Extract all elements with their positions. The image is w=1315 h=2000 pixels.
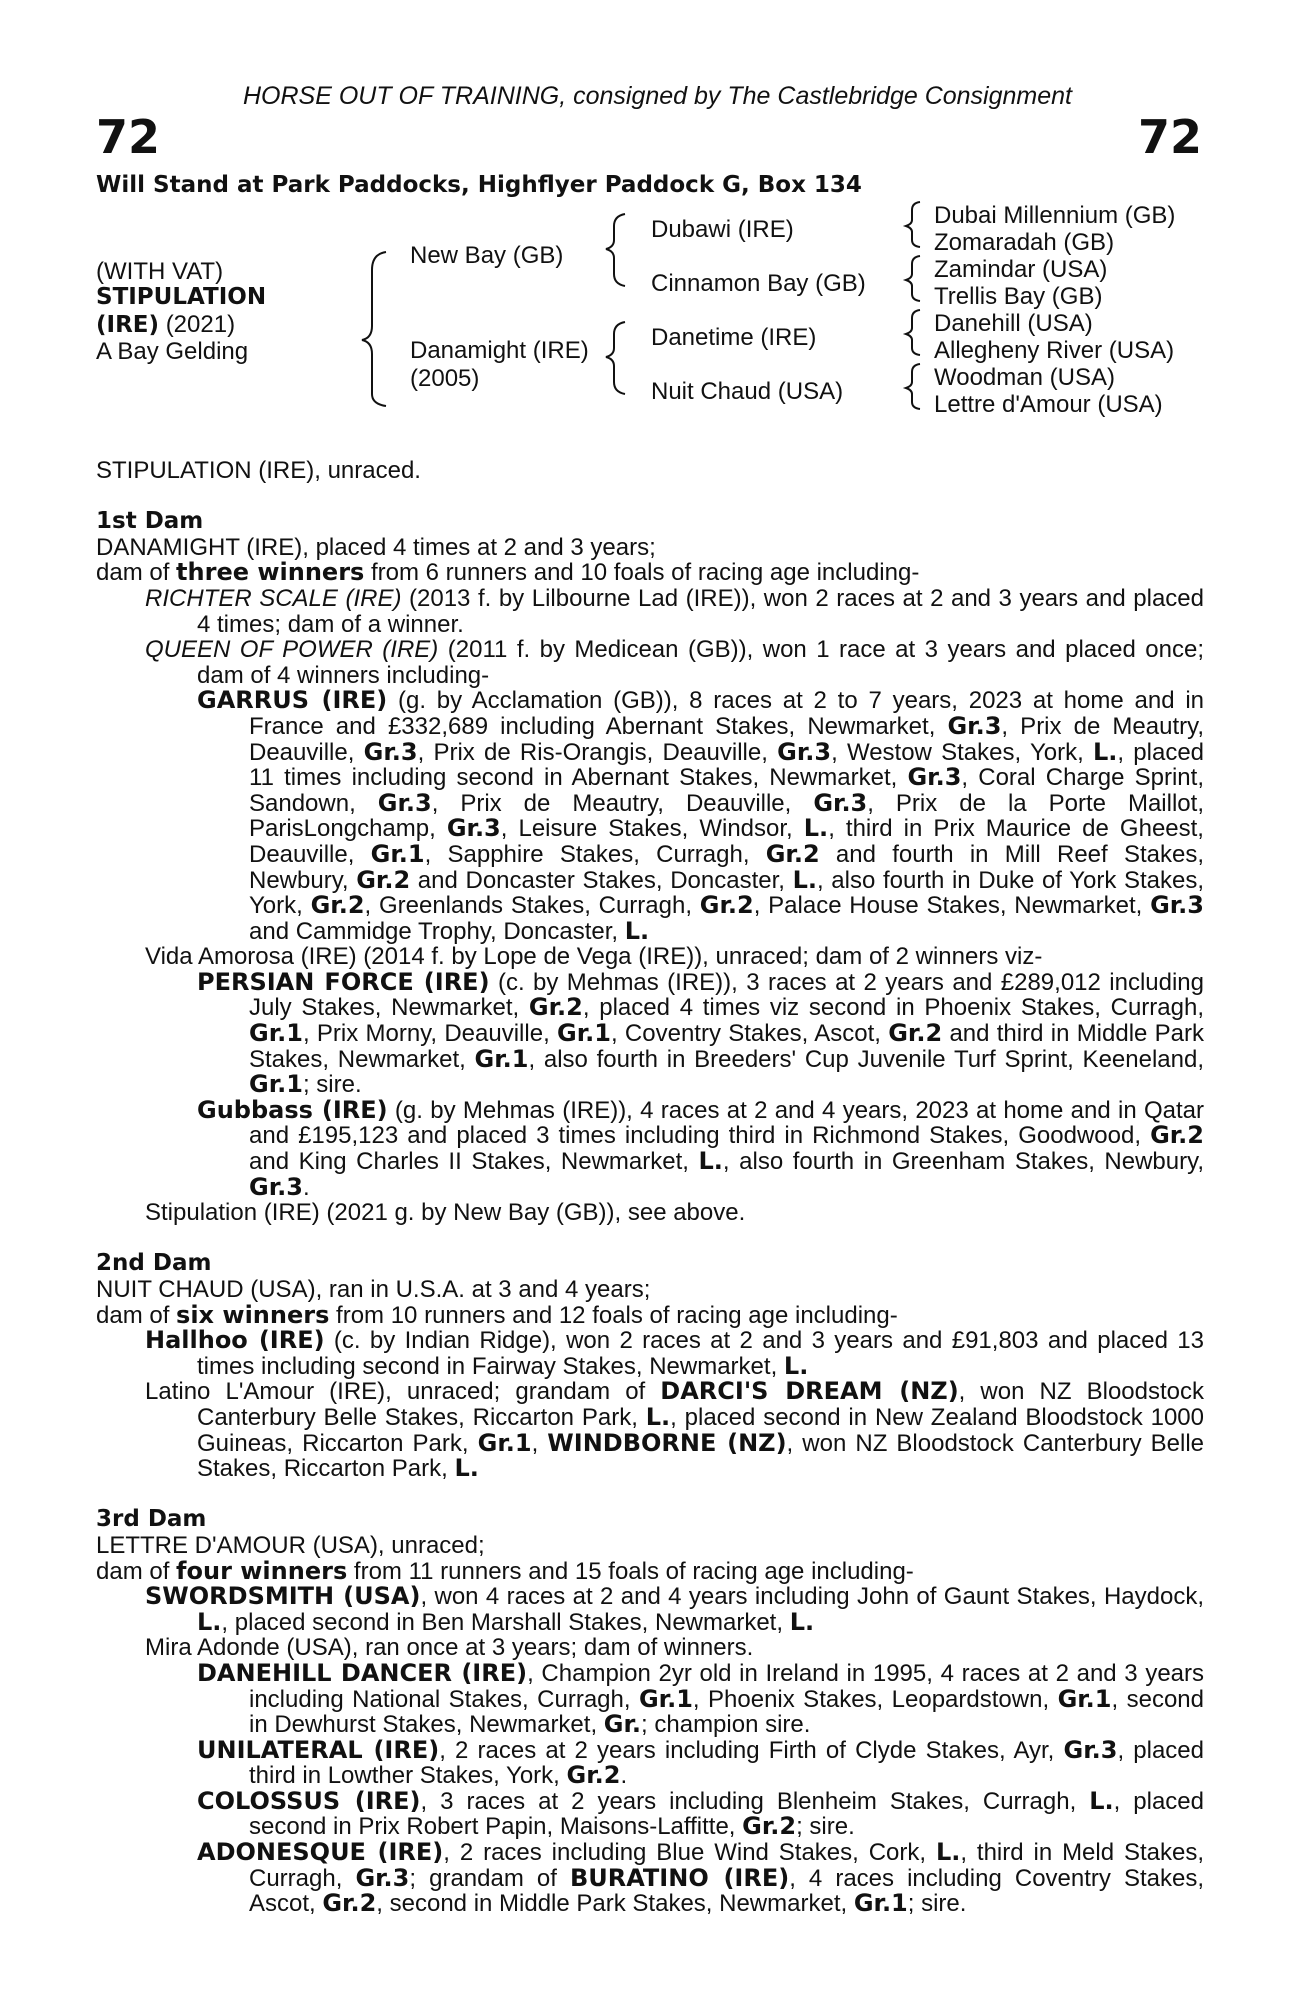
produce-adonesque: ADONESQUE (IRE), 2 races including Blue Wind Stakes, Cork, L., third in Meld Stakes, Curragh, Gr.3; grandam of BURATINO (IRE), 4 races including Coventry Stakes, Ascot, Gr.2, second in Middle Park Stakes, Newmarket, Gr.1; sire. (197, 1838, 1205, 1918)
first-dam-heading: 1st Dam (96, 508, 204, 535)
consignment-subtitle: HORSE OUT OF TRAINING, consigned by The Castlebridge Consignment (242, 82, 1073, 110)
intro-line: STIPULATION (IRE), unraced. (96, 457, 421, 484)
pedigree-gg5: Danehill (USA) (934, 310, 1093, 337)
horse-origin: (IRE) (96, 312, 160, 338)
produce-vida-amorosa: Vida Amorosa (IRE) (2014 f. by Lope de Vega (IRE)), unraced; dam of 2 winners viz- (145, 943, 1043, 971)
first-dam-line2: dam of three winners from 6 runners and 10 foals of racing age including- (96, 558, 920, 587)
horse-year: (2021) (165, 311, 236, 338)
pedigree-dam: Danamight (IRE) (410, 337, 589, 364)
produce-unilateral: UNILATERAL (IRE), 2 races at 2 years including Firth of Clyde Stakes, Ayr, Gr.3, placed third in Lowther Stakes, York, Gr.2. (197, 1735, 1204, 1790)
pedigree-gg7: Woodman (USA) (934, 364, 1115, 391)
produce-persian-force: PERSIAN FORCE (IRE) (c. by Mehmas (IRE)), 3 races at 2 years and £289,012 including July Stakes, Newmarket, Gr.2, placed 4 times viz second in Phoenix Stakes, Curragh, Gr.1, Prix Morny, Deauville, Gr.1, Coventry Stakes, Ascot, Gr.2 and third in Middle Park Stakes, Newmarket, Gr.1, also fourth in Breeders' Cup Juvenile Turf Sprint, Keeneland, Gr.1; sire. (197, 967, 1205, 1099)
produce-stipulation: Stipulation (IRE) (2021 g. by New Bay (GB)), see above. (145, 1199, 746, 1227)
second-dam-line1: NUIT CHAUD (USA), ran in U.S.A. at 3 and 4 years; (96, 1276, 651, 1303)
produce-colossus: COLOSSUS (IRE), 3 races at 2 years including Blenheim Stakes, Curragh, L., placed second in Prix Robert Papin, Maisons-Laffitte, Gr.2; sire. (197, 1786, 1205, 1841)
produce-mira-adonde: Mira Adonde (USA), ran once at 3 years; dam of winners. (145, 1634, 754, 1662)
stand-location: Will Stand at Park Paddocks, Highflyer Paddock G, Box 134 (96, 172, 862, 198)
lot-number-right: 72 (1137, 110, 1202, 164)
pedigree-dam-sire: Danetime (IRE) (651, 324, 817, 351)
third-dam-heading: 3rd Dam (96, 1506, 207, 1533)
second-dam-line2: dam of six winners from 10 runners and 12 foals of racing age including- (96, 1300, 898, 1329)
pedigree-gg2: Zomaradah (GB) (934, 229, 1115, 256)
pedigree-gg1: Dubai Millennium (GB) (934, 202, 1176, 229)
produce-swordsmith: SWORDSMITH (USA), won 4 races at 2 and 4 years including John of Gaunt Stakes, Haydock, L., placed second in Ben Marshall Stakes, Newmarket, L. (145, 1582, 1205, 1636)
pedigree-brace-main (0, 0, 1, 1)
pedigree-sire-dam: Cinnamon Bay (GB) (651, 270, 866, 297)
produce-latino-lamour: Latino L'Amour (IRE), unraced; grandam of DARCI'S DREAM (NZ), won NZ Bloodstock Canterbury Belle Stakes, Riccarton Park, L., placed second in New Zealand Bloodstock 1000 Guineas, Riccarton Park, Gr.1, WINDBORNE (NZ), won NZ Bloodstock Canterbury Belle Stakes, Riccarton Park, L. (145, 1377, 1205, 1483)
produce-garrus: GARRUS (IRE) (g. by Acclamation (GB)), 8 races at 2 to 7 years, 2023 at home and in France and £332,689 including Abernant Stakes, Newmarket, Gr.3, Prix de Meautry, Deauville, Gr.3, Prix de Ris-Orangis, Deauville, Gr.3, Westow Stakes, York, L., placed 11 times including second in Abernant Stakes, Newmarket, Gr.3, Coral Charge Sprint, Sandown, Gr.3, Prix de Meautry, Deauville, Gr.3, Prix de la Porte Maillot, ParisLongchamp, Gr.3, Leisure Stakes, Windsor, L., third in Prix Maurice de Gheest, Deauville, Gr.1, Sapphire Stakes, Curragh, Gr.2 and fourth in Mill Reef Stakes, Newbury, Gr.2 and Doncaster Stakes, Doncaster, L., also fourth in Duke of York Stakes, York, Gr.2, Greenlands Stakes, Curragh, Gr.2, Palace House Stakes, Newmarket, Gr.3 and Cammidge Trophy, Doncaster, L. (197, 686, 1205, 945)
produce-richter-scale: RICHTER SCALE (IRE) (2013 f. by Lilbourne Lad (IRE)), won 2 races at 2 and 3 years and placed 4 times; dam of a winner. (145, 584, 1204, 638)
first-dam-line1: DANAMIGHT (IRE), placed 4 times at 2 and 3 years; (96, 533, 656, 561)
produce-danehill-dancer: DANEHILL DANCER (IRE), Champion 2yr old in Ireland in 1995, 4 races at 2 and 3 years including National Stakes, Curragh, Gr.1, Phoenix Stakes, Leopardstown, Gr.1, second in Dewhurst Stakes, Newmarket, Gr.; champion sire. (197, 1658, 1205, 1739)
produce-hallhoo: Hallhoo (IRE) (c. by Indian Ridge), won 2 races at 2 and 3 years and £91,803 and placed 13 times including second in Fairway Stakes, Newmarket, L. (145, 1326, 1204, 1380)
second-dam-heading: 2nd Dam (96, 1250, 212, 1277)
produce-gubbass: Gubbass (IRE) (g. by Mehmas (IRE)), 4 races at 2 and 4 years, 2023 at home and in Qatar and £195,123 and placed 3 times including third in Richmond Stakes, Goodwood, Gr.2 and King Charles II Stakes, Newmarket, L., also fourth in Greenham Stakes, Newbury, Gr.3. (197, 1095, 1204, 1201)
pedigree-dam-year: (2005) (410, 365, 480, 392)
lot-number-left: 72 (96, 110, 161, 164)
produce-queen-of-power: QUEEN OF POWER (IRE) (2011 f. by Medicean (GB)), won 1 race at 3 years and placed once; dam of 4 winners including- (145, 636, 1205, 689)
third-dam-line1: LETTRE D'AMOUR (USA), unraced; (96, 1531, 485, 1559)
catalogue-body (96, 458, 1204, 1917)
third-dam-line2: dam of four winners from 11 runners and 15 foals of racing age including- (96, 1556, 914, 1585)
horse-name: STIPULATION (96, 284, 267, 310)
horse-description: A Bay Gelding (96, 338, 249, 365)
pedigree-gg6: Allegheny River (USA) (934, 337, 1175, 364)
pedigree-dam-dam: Nuit Chaud (USA) (651, 378, 844, 405)
pedigree-gg4: Trellis Bay (GB) (934, 283, 1103, 310)
pedigree-gg3: Zamindar (USA) (934, 256, 1108, 283)
horse-origin-year (96, 311, 235, 339)
vat-note: (WITH VAT) (96, 258, 224, 285)
pedigree-sire: New Bay (GB) (410, 242, 564, 269)
pedigree-gg8: Lettre d'Amour (USA) (934, 391, 1163, 418)
pedigree-sire-sire: Dubawi (IRE) (651, 216, 794, 243)
